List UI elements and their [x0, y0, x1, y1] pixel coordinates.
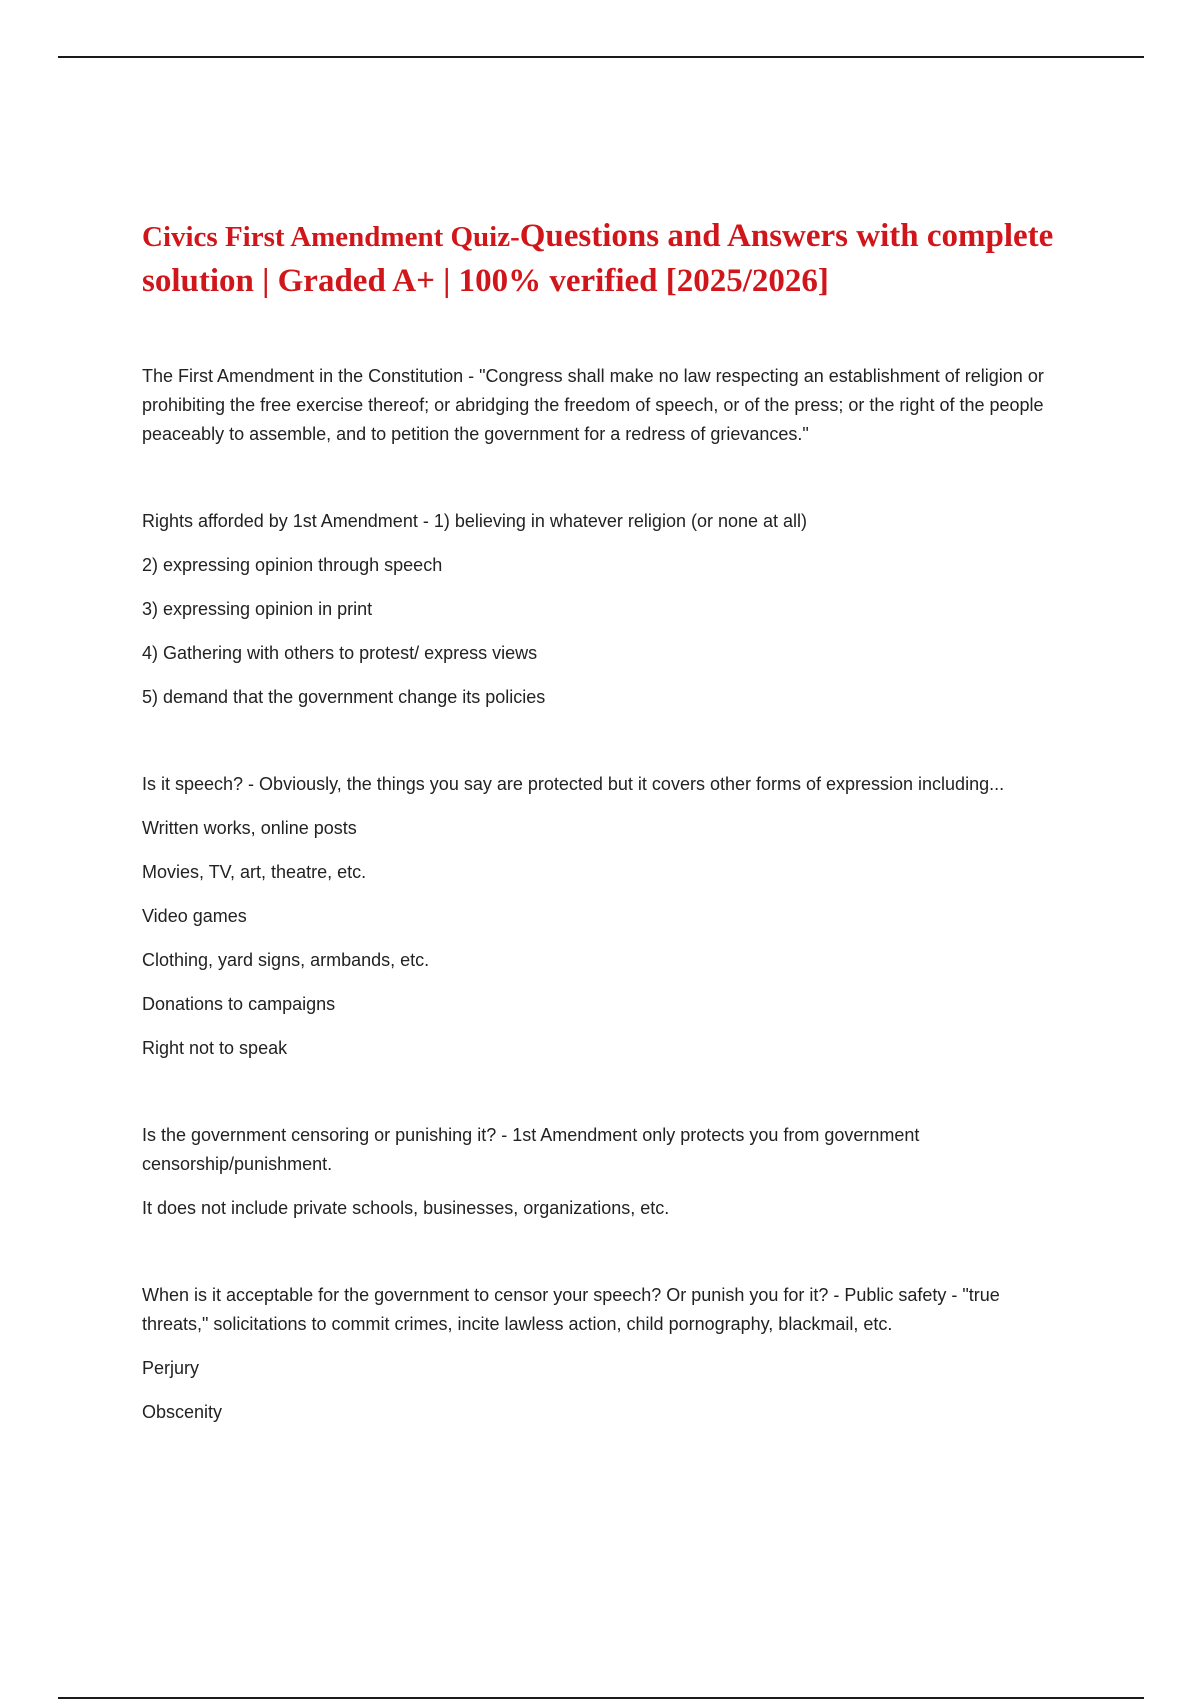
qa-entry-speech: [142, 770, 1062, 1063]
bottom-divider: [58, 1697, 1144, 1699]
entry-line: Perjury: [142, 1358, 200, 1378]
entry-line: Video games: [142, 906, 247, 926]
qa-entry-rights: [142, 507, 1062, 712]
qa-entry-first-amendment: [142, 362, 1062, 449]
entry-line: It does not include private schools, businesses, organizations, etc.: [142, 1198, 670, 1218]
entry-line: Movies, TV, art, theatre, etc.: [142, 862, 367, 882]
entry-line: Obscenity: [142, 1402, 223, 1422]
entry-line: When is it acceptable for the government to censor your speech? Or punish you for it? - Public safety - "true threats," solicitations to commit crimes, incite lawless action, child pornography, blackmail, etc.: [142, 1285, 1000, 1334]
entry-line: The First Amendment in the Constitution - "Congress shall make no law respecting an establishment of religion or prohibiting the free exercise thereof; or abridging the freedom of speech, or of the press; or the right of the people peaceably to assemble, and to petition the government for a redress of grievances.": [142, 366, 1044, 444]
entry-line: 3) expressing opinion in print: [142, 599, 373, 619]
document-body: [142, 362, 1062, 1485]
entry-line: 4) Gathering with others to protest/ express views: [142, 643, 538, 663]
entry-line: 5) demand that the government change its policies: [142, 687, 546, 707]
qa-entry-censorship: [142, 1121, 1062, 1223]
entry-line: 2) expressing opinion through speech: [142, 555, 443, 575]
title-part-2: Questions and Answers with complete solution | Graded A+ | 100% verified [2025/2026]: [142, 218, 1054, 299]
entry-line: Right not to speak: [142, 1038, 288, 1058]
entry-line: Is it speech? - Obviously, the things you say are protected but it covers other forms of expression including...: [142, 774, 1005, 794]
entry-line: Written works, online posts: [142, 818, 357, 838]
entry-line: Is the government censoring or punishing it? - 1st Amendment only protects you from government censorship/punishment.: [142, 1125, 920, 1174]
entry-line: Rights afforded by 1st Amendment - 1) believing in whatever religion (or none at all): [142, 511, 808, 531]
qa-entry-acceptable-censorship: [142, 1281, 1062, 1427]
top-divider: [58, 56, 1144, 58]
title-part-1: Civics First Amendment Quiz-: [142, 221, 520, 253]
document-title: [142, 214, 1062, 303]
entry-line: Donations to campaigns: [142, 994, 336, 1014]
entry-line: Clothing, yard signs, armbands, etc.: [142, 950, 430, 970]
